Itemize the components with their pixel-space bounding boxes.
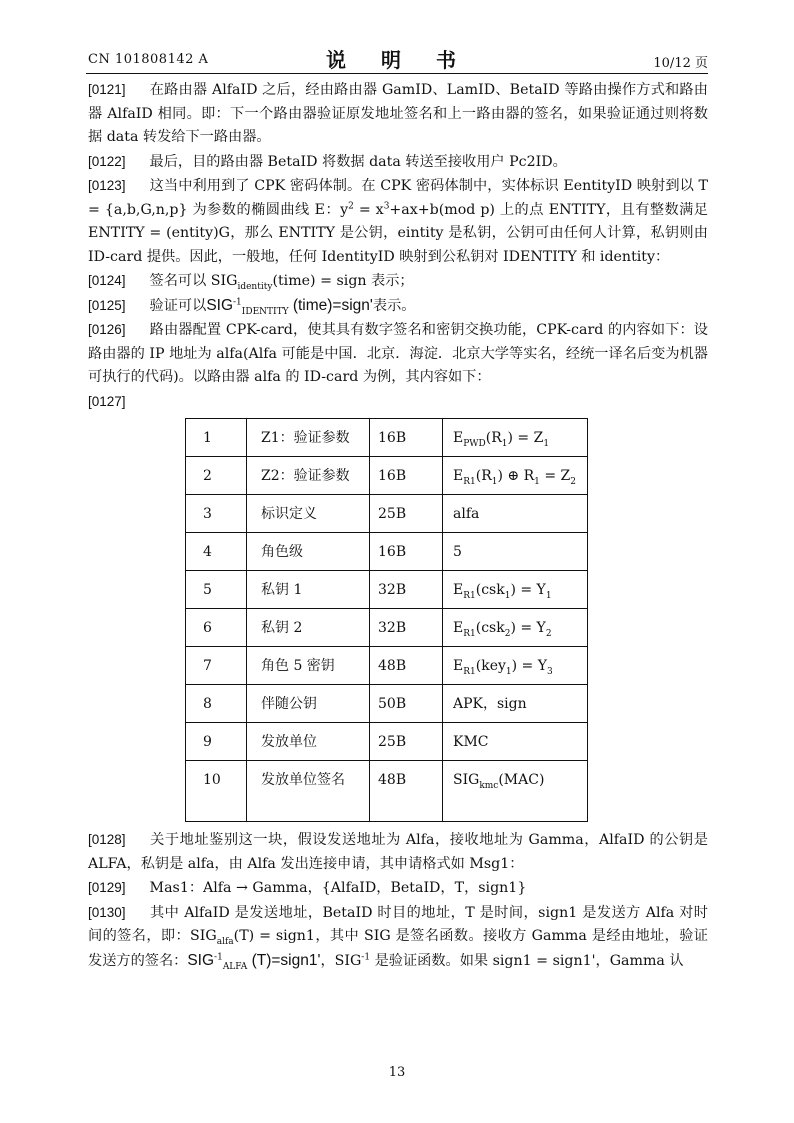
row-index-cell: 5 (186, 571, 247, 609)
field-value-cell (443, 419, 588, 457)
subscript: R1 (463, 628, 476, 639)
paragraph-number: [0123] (88, 178, 126, 193)
paragraph-number: [0129] (88, 880, 126, 895)
field-value-cell (443, 647, 588, 685)
subscript: 1 (501, 438, 508, 449)
field-size-cell: 32B (370, 571, 443, 609)
field-size-cell: 16B (370, 419, 443, 457)
row-index-cell: 1 (186, 419, 247, 457)
paragraph-text: 最后，目的路由器 BetaID 将数据 data 转送至接收用户 Pc2ID。 (149, 153, 567, 170)
value-text: (csk (475, 582, 505, 598)
subscript: ALFA (222, 961, 248, 972)
page-number: 13 (388, 1065, 406, 1080)
paragraph-number: [0125] (88, 297, 126, 313)
paragraph-number: [0130] (88, 904, 126, 920)
subscript: alfa (216, 936, 234, 947)
superscript: 3 (383, 200, 390, 211)
row-index-cell: 8 (186, 685, 247, 723)
value-text: SIG (453, 772, 480, 788)
paragraph-text: 其中 AlfaID 是发送地址，BetaID 时目的地址，T 是时间，sign1 是发送方 Alfa 对时间的签名，即：SIG (88, 904, 708, 944)
value-text: ) = Y (511, 658, 547, 674)
table-row (186, 495, 588, 533)
value-text: (csk (475, 620, 505, 636)
field-value-cell (443, 571, 588, 609)
subscript: 1 (491, 476, 498, 487)
field-name-cell: 角色 5 密钥 (247, 647, 370, 685)
subscript: 1 (504, 590, 511, 601)
subscript: 1 (505, 666, 512, 677)
value-text: E (453, 658, 464, 674)
value-text: (R (485, 430, 502, 446)
field-value-cell: 5 (443, 533, 588, 571)
field-size-cell: 16B (370, 457, 443, 495)
page-indicator: 10/12 页 (653, 56, 708, 71)
field-name-cell: 私钥 1 (247, 571, 370, 609)
superscript: -1 (361, 951, 371, 962)
row-index-cell: 7 (186, 647, 247, 685)
paragraph-0127 (88, 390, 708, 415)
superscript: 2 (348, 200, 354, 211)
paragraph-text: Mas1：Alfa → Gamma，{AlfaID，BetaID，T，sign1} (149, 880, 527, 896)
superscript: -1 (214, 951, 223, 962)
paragraph-text: 路由器配置 CPK-card，使其具有数字签名和密钥交换功能，CPK-card 的内容如下：设路由器的 IP 地址为 alfa(Alfa 可能是中国．北京．海淀．北京大学等实名，经统一译名后变为机器可执行的代码)。以路由器 alfa 的 ID-card 为例，其内容如下： (88, 322, 708, 385)
paragraph-text: 验证可以 (149, 297, 207, 314)
field-size-cell: 48B (370, 761, 443, 822)
paragraph-text: = x (353, 201, 384, 218)
field-value-cell (443, 761, 588, 822)
formula-text: (time)=sign' (288, 296, 373, 314)
field-size-cell: 50B (370, 685, 443, 723)
document-body (88, 78, 708, 973)
field-name-cell: 私钥 2 (247, 609, 370, 647)
table-row (186, 419, 588, 457)
field-name-cell: 伴随公钥 (247, 685, 370, 723)
field-size-cell: 16B (370, 533, 443, 571)
value-text: ) ⊕ R (497, 468, 535, 484)
subscript: PWD (463, 438, 486, 449)
paragraph-0121 (88, 78, 708, 150)
paragraph-0125 (88, 294, 708, 319)
field-size-cell: 25B (370, 723, 443, 761)
subscript: 1 (545, 590, 552, 601)
value-text: ) = Y (510, 620, 546, 636)
table-body (186, 419, 588, 822)
subscript: 1 (543, 438, 550, 449)
paragraph-text: 是验证函数。如果 sign1 = sign1'，Gamma 认 (370, 952, 684, 969)
value-text: (MAC) (498, 772, 545, 788)
paragraph-text: 在路由器 AlfaID 之后，经由路由器 GamID、LamID、BetaID 等路由操作方式和路由器 AlfaID 相同。即：下一个路由器验证原发地址签名和上一路由器的签名，如果验证通过则将数据 data 转发给下一路由器。 (88, 82, 708, 145)
field-name-cell: 发放单位 (247, 723, 370, 761)
page-header (88, 44, 708, 72)
subscript: 1 (534, 476, 540, 487)
field-value-cell: alfa (443, 495, 588, 533)
field-name-cell: Z2：验证参数 (247, 457, 370, 495)
paragraph-number: [0121] (88, 82, 126, 97)
paragraph-0128 (88, 828, 708, 876)
paragraph-number: [0127] (88, 393, 126, 409)
table-row (186, 761, 588, 822)
subscript: 3 (546, 666, 553, 677)
paragraph-0122 (88, 150, 708, 175)
paragraph-0123 (88, 174, 708, 269)
value-text: E (453, 620, 464, 636)
formula-sig: SIG (206, 296, 234, 314)
subscript: 2 (570, 476, 576, 487)
formula-text: (T)=sign1' (247, 951, 321, 969)
paragraph-text: +ax+b(mod p) 上的点 ENTITY，且有整数满足 ENTITY = (entity)G，那么 ENTITY 是公钥，eintity 是私钥，公钥可由任何人计算，私钥则由 ID-card 提供。因此，一般地，任何 IdentityID 映射到公私钥对 IDENTITY 和 identity： (88, 201, 708, 265)
subscript: 2 (504, 628, 511, 639)
paragraph-text: 表示。 (372, 297, 416, 314)
paragraph-text: (T) = sign1，其中 SIG 是签名函数。接收方 Gamma 是经由地址，验证发送方的签名： (88, 928, 708, 969)
document-title: 说 明 书 (326, 48, 470, 72)
table-row (186, 685, 588, 723)
document-id: CN 101808142 A (88, 52, 209, 67)
table-row (186, 571, 588, 609)
paragraph-text: 这当中利用到了 CPK 密码体制。在 CPK 密码体制中，实体标识 EentityID 映射到以 T = {a,b,G,n,p} 为参数的椭圆曲线 E：y (88, 178, 708, 218)
paragraph-0130 (88, 901, 708, 974)
field-size-cell: 32B (370, 609, 443, 647)
subscript: kmc (479, 780, 499, 791)
row-index-cell: 4 (186, 533, 247, 571)
paragraph-text: ，SIG (320, 952, 362, 969)
field-name-cell: Z1：验证参数 (247, 419, 370, 457)
paragraph-0124 (88, 269, 708, 294)
field-size-cell: 25B (370, 495, 443, 533)
field-value-cell: KMC (443, 723, 588, 761)
value-text: E (453, 430, 464, 446)
field-value-cell: APK，sign (443, 685, 588, 723)
subscript: IDENTITY (241, 306, 289, 317)
value-text: = Z (539, 468, 571, 484)
superscript: -1 (233, 296, 242, 307)
row-index-cell: 10 (186, 761, 247, 822)
row-index-cell: 3 (186, 495, 247, 533)
field-value-cell (443, 457, 588, 495)
id-card-table (185, 418, 588, 822)
table-row (186, 647, 588, 685)
paragraph-text: 签名可以 SIG (149, 273, 238, 289)
table-row (186, 533, 588, 571)
formula-sig: SIG (187, 951, 215, 969)
paragraph-text: (time) = sign 表示； (272, 273, 414, 289)
value-text: ) = Y (510, 582, 546, 598)
value-text: ) = Z (507, 430, 544, 446)
value-text: E (453, 582, 464, 598)
subscript: R1 (463, 476, 476, 487)
paragraph-number: [0124] (88, 273, 126, 288)
field-name-cell: 发放单位签名 (247, 761, 370, 822)
subscript: 2 (545, 628, 552, 639)
row-index-cell: 6 (186, 609, 247, 647)
paragraph-number: [0128] (88, 832, 126, 847)
table-row (186, 609, 588, 647)
paragraph-text: 关于地址鉴别这一块，假设发送地址为 Alfa，接收地址为 Gamma，AlfaID 的公钥是 ALFA，私钥是 alfa，由 Alfa 发出连接申请，其申请格式如 Msg1： (88, 832, 708, 872)
paragraph-0129 (88, 876, 708, 901)
table-row (186, 457, 588, 495)
field-name-cell: 标识定义 (247, 495, 370, 533)
table-row (186, 723, 588, 761)
row-index-cell: 9 (186, 723, 247, 761)
value-text: (key (475, 658, 506, 674)
row-index-cell: 2 (186, 457, 247, 495)
value-text: (R (475, 468, 492, 484)
value-text: E (453, 468, 464, 484)
paragraph-number: [0122] (88, 153, 126, 169)
subscript: R1 (463, 590, 476, 601)
field-value-cell (443, 609, 588, 647)
subscript: R1 (463, 666, 476, 677)
field-name-cell: 角色级 (247, 533, 370, 571)
field-size-cell: 48B (370, 647, 443, 685)
header-rule (86, 73, 708, 74)
paragraph-number: [0126] (88, 322, 126, 337)
paragraph-0126 (88, 318, 708, 390)
subscript: identity (237, 281, 273, 292)
